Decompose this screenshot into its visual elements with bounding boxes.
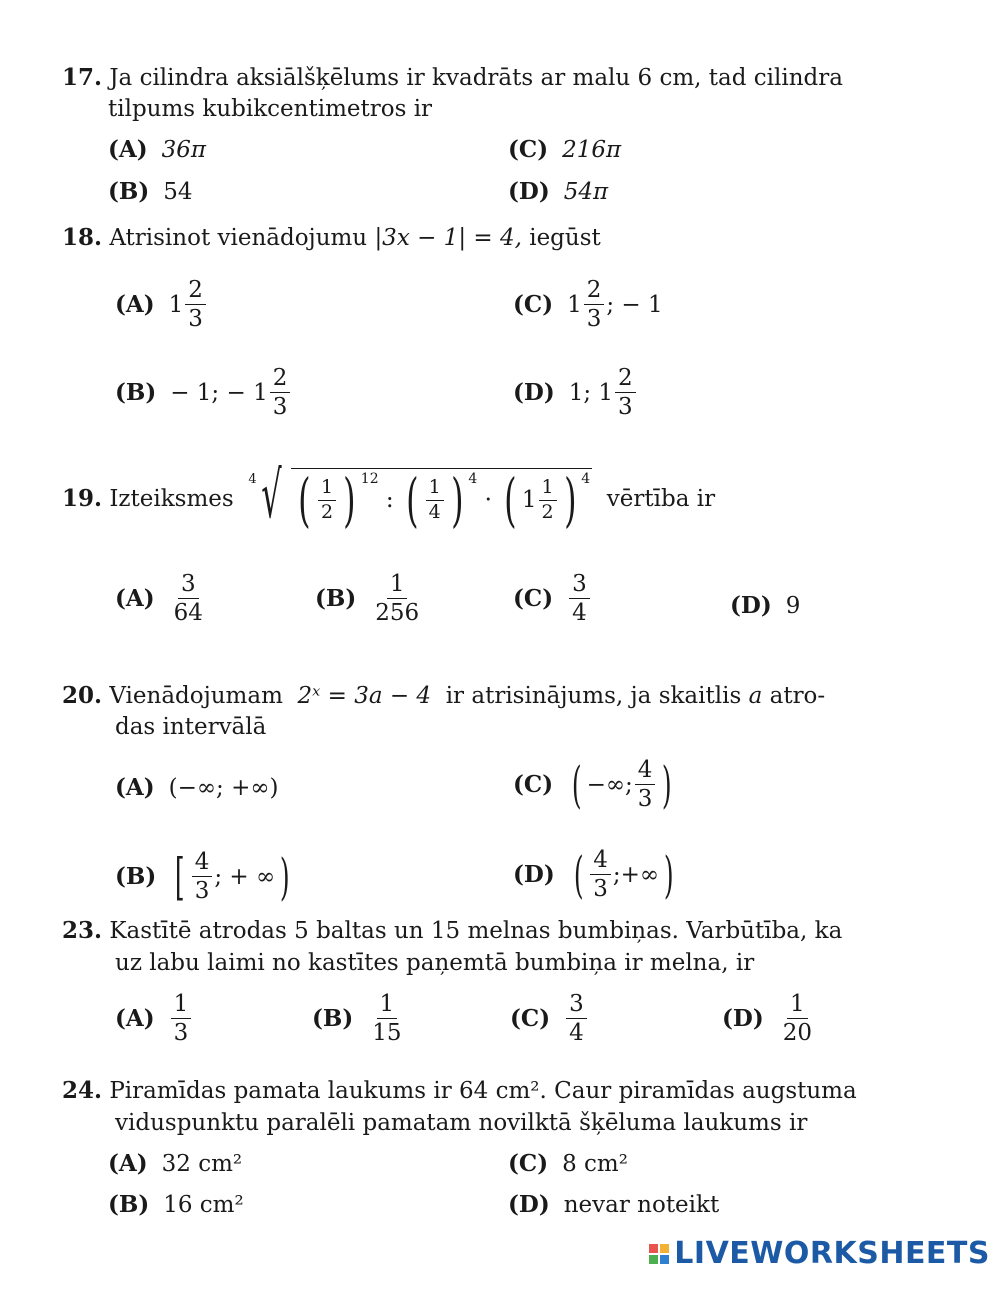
q23-option-d[interactable]: (D) $\frac{1}{20}$ <box>722 991 812 1047</box>
q18-option-c[interactable]: (C) 1 $\frac{2}{3}$ ; − 1 <box>513 277 663 333</box>
q24-line1: 24. Piramīdas pamata laukums ir 64 cm². Caur piramīdas augstuma <box>62 1077 857 1104</box>
q20-option-b[interactable]: (B) [ $\frac{4}{3}$ ; + ∞ ) <box>115 847 290 906</box>
logo-square-blue <box>660 1255 669 1264</box>
q18-equation: |3x − 1| = 4, <box>374 225 522 251</box>
liveworksheets-logo <box>649 1236 990 1271</box>
logo-mark-icon <box>649 1244 669 1264</box>
logo-square-green <box>649 1255 658 1264</box>
q18-number: 18. <box>62 224 103 251</box>
q20-number: 20. <box>62 682 103 709</box>
q19-option-a[interactable]: (A) $\frac{3}{64}$ <box>115 571 203 627</box>
q17-number: 17. <box>62 64 103 91</box>
q17-option-a[interactable]: (A) 36π <box>108 136 207 163</box>
q17-option-b[interactable]: (B) 54 <box>108 178 193 205</box>
q20-line1: 20. Vienādojumam 2ˣ = 3a − 4 ir atrisinājums, ja skaitlis a atro- <box>62 682 826 709</box>
q18-option-d[interactable]: (D) 1; 1 $\frac{2}{3}$ <box>513 366 638 419</box>
q18-option-b[interactable]: (B) − 1; − 1 $\frac{2}{3}$ <box>115 366 292 419</box>
logo-square-red <box>649 1244 658 1253</box>
q24-line2: viduspunktu paralēli pamatam novilktā šķēluma laukums ir <box>115 1110 808 1136</box>
q17-line1: 17. Ja cilindra aksiālšķēlums ir kvadrāts ar malu 6 cm, tad cilindra <box>62 64 843 91</box>
q19-option-b[interactable]: (B) $\frac{1}{256}$ <box>315 571 420 627</box>
q23-option-a[interactable]: (A) $\frac{1}{3}$ <box>115 992 193 1045</box>
q17-line2: tilpums kubikcentimetros ir <box>108 96 433 122</box>
q17-option-c[interactable]: (C) 216π <box>508 136 622 163</box>
q19-expression: 4 √ ( $\frac{1}{2}$ ) $^{12}$ : ( $\frac{1}{4}$ ) $^4$ · ( 1 $\frac{1}{2}$ ) $^4$ <box>248 459 591 534</box>
q20-option-a[interactable]: (A) (−∞; +∞) <box>115 774 279 801</box>
q17-option-d[interactable]: (D) 54π <box>508 178 609 205</box>
q18-option-a[interactable]: (A) 1 $\frac{2}{3}$ <box>115 278 208 331</box>
logo-square-yellow <box>660 1244 669 1253</box>
q24-option-d[interactable]: (D) nevar noteikt <box>508 1191 720 1218</box>
q23-line2: uz labu laimi no kastītes paņemtā bumbiņa ir melna, ir <box>115 950 755 976</box>
q20-option-d[interactable]: (D) ( $\frac{4}{3}$ ;+∞ ) <box>513 845 674 904</box>
q24-number: 24. <box>62 1077 103 1104</box>
q18-stem: 18. Atrisinot vienādojumu |3x − 1| = 4, iegūst <box>62 224 601 251</box>
q19-option-d[interactable]: (D) 9 <box>730 592 801 619</box>
q23-line1: 23. Kastītē atrodas 5 baltas un 15 melnas bumbiņas. Varbūtība, ka <box>62 917 843 944</box>
q19-option-c[interactable]: (C) $\frac{3}{4}$ <box>513 572 592 625</box>
logo-text: LIVEWORKSHEETS <box>674 1236 990 1271</box>
q20-equation: 2ˣ = 3a − 4 <box>297 683 432 709</box>
q23-option-c[interactable]: (C) $\frac{3}{4}$ <box>510 992 589 1045</box>
q19-number: 19. <box>62 485 103 512</box>
q24-option-a[interactable]: (A) 32 cm² <box>108 1150 243 1177</box>
q20-line2: das intervālā <box>115 714 267 740</box>
q24-option-b[interactable]: (B) 16 cm² <box>108 1191 244 1218</box>
q19-stem: 19. Izteiksmes 4 √ ( $\frac{1}{2}$ ) $^{12}$ : ( $\frac{1}{4}$ ) $^4$ · ( 1 $\frac{1}{2}$ ) $^4$ vērtība ir <box>62 459 716 534</box>
q24-option-c[interactable]: (C) 8 cm² <box>508 1150 628 1177</box>
q23-option-b[interactable]: (B) $\frac{1}{15}$ <box>312 991 402 1047</box>
q23-number: 23. <box>62 917 103 944</box>
q20-option-c[interactable]: (C) ( −∞; $\frac{4}{3}$ ) <box>513 755 673 814</box>
